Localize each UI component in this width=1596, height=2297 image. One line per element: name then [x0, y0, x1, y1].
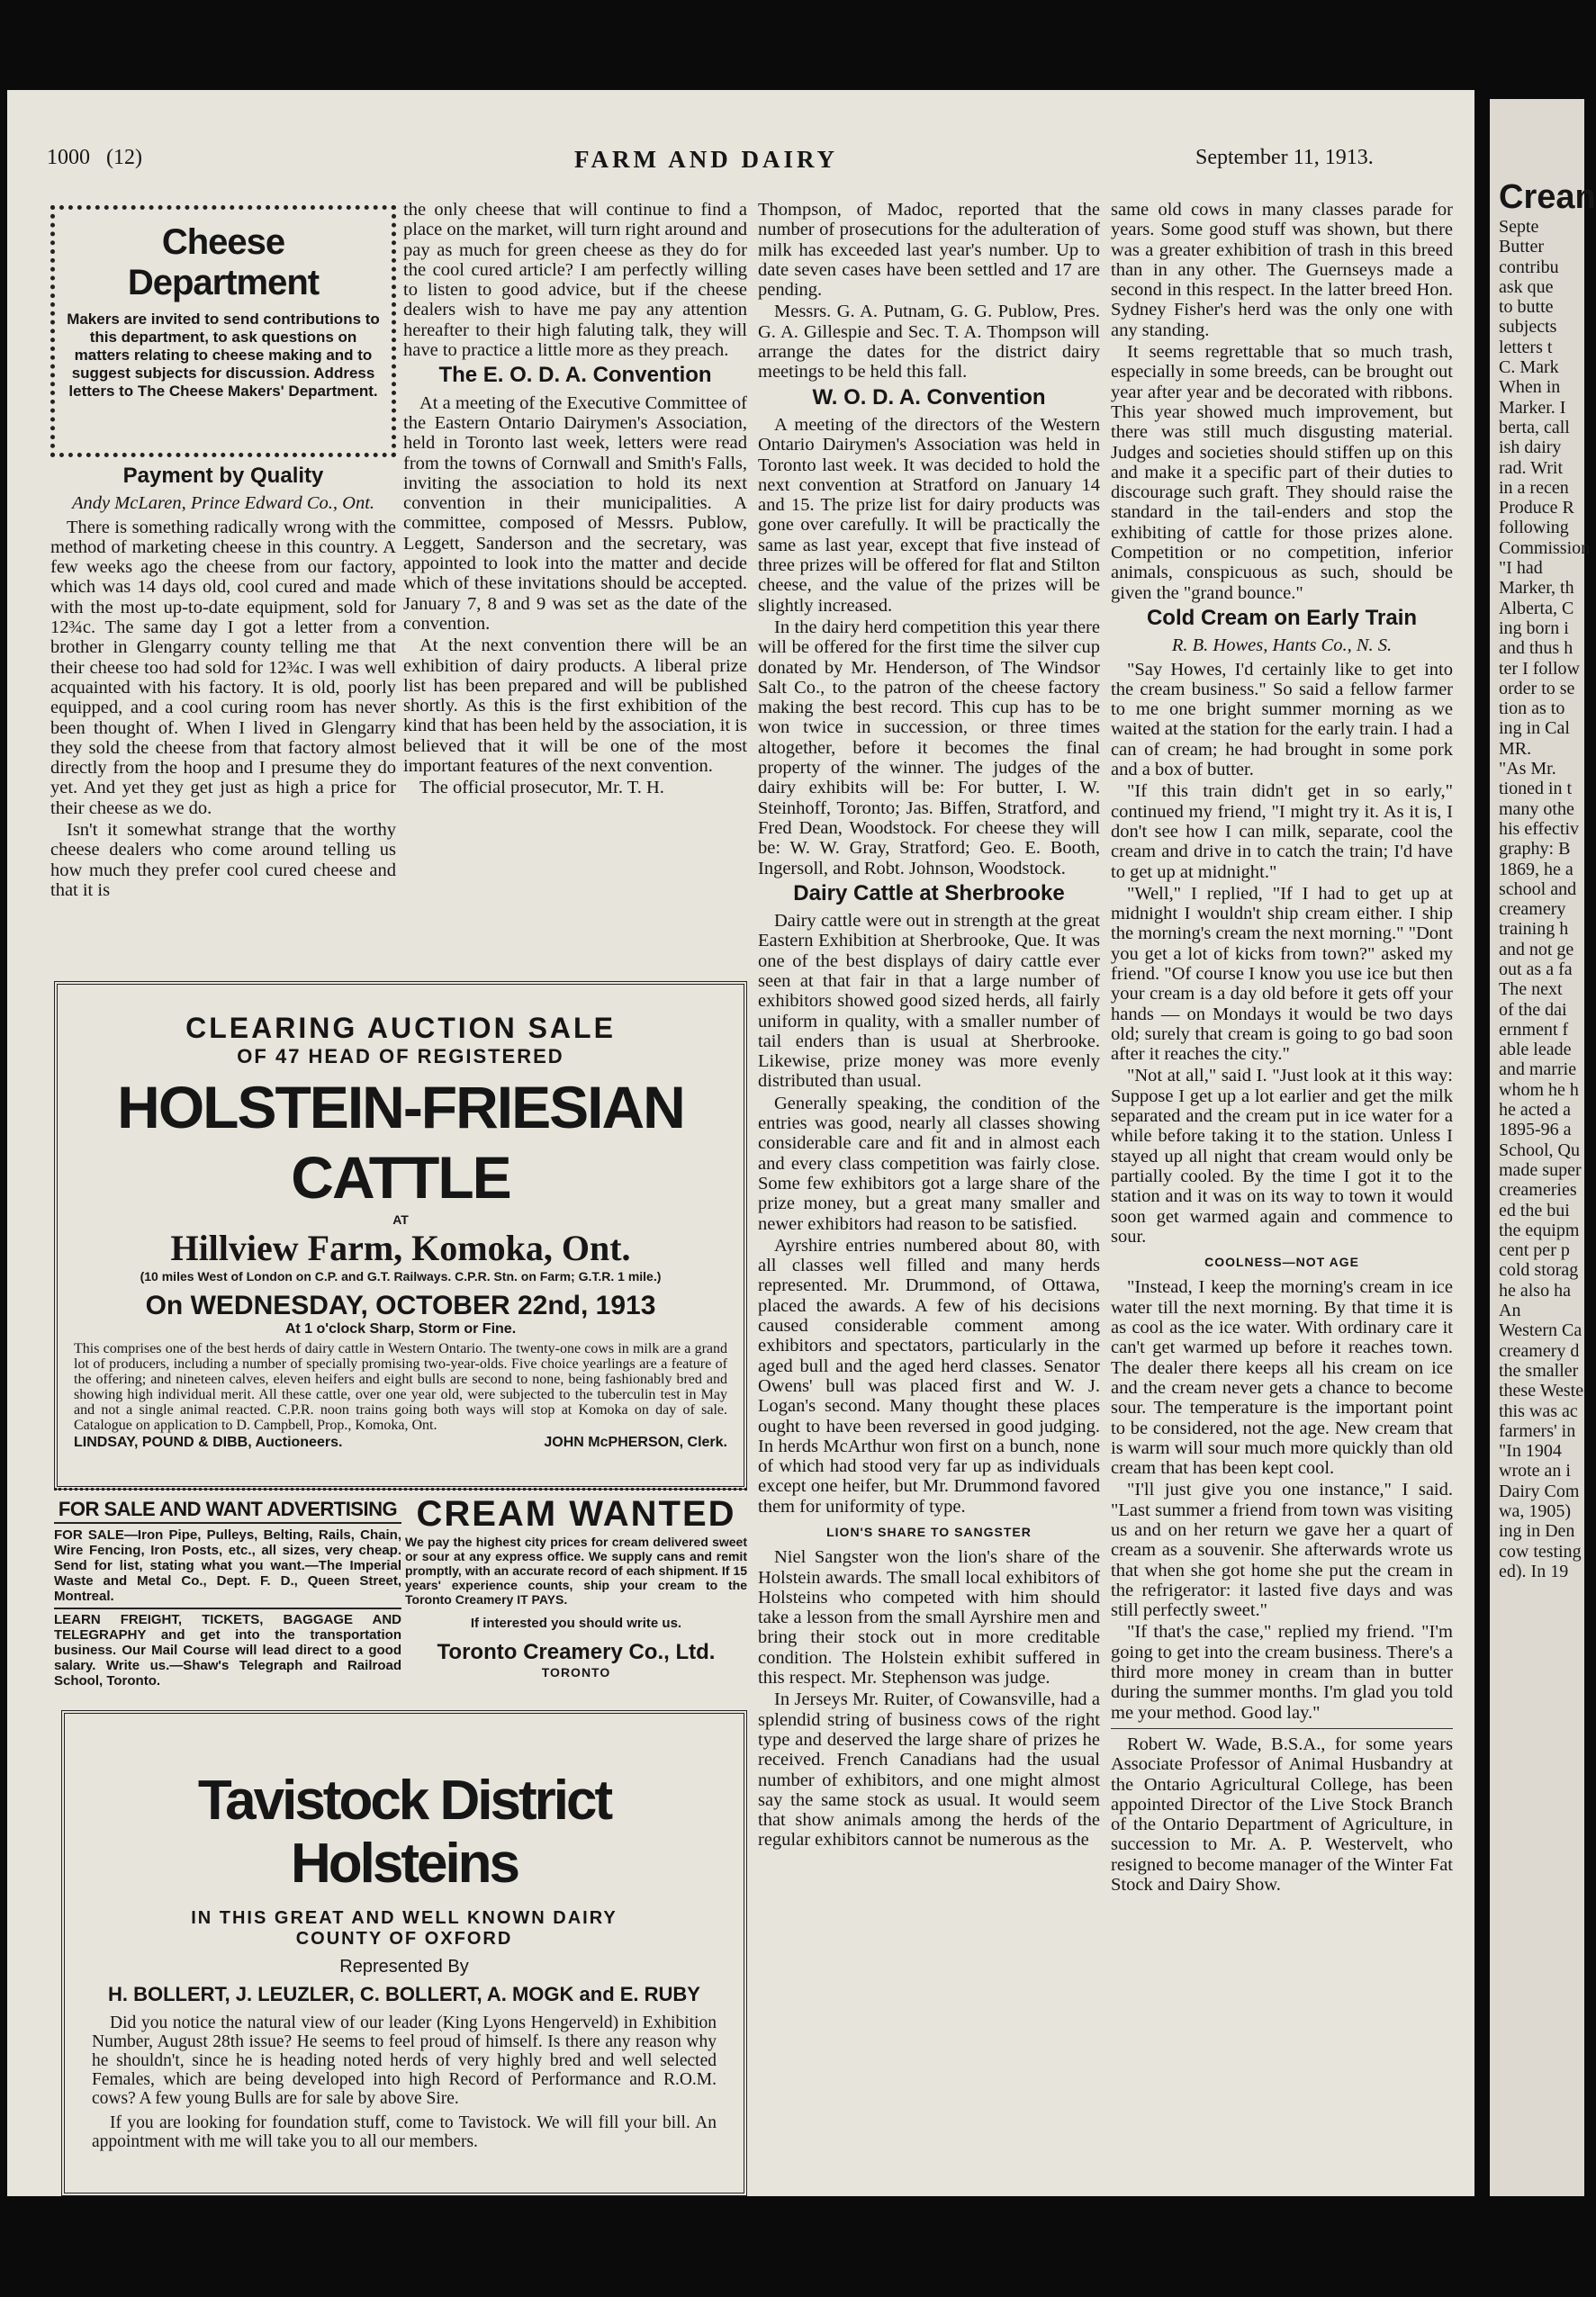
paragraph: There is something radically wrong with the method of marketing cheese in this country. A few weeks ago the cheese from our factory, which was 14 days old, cool cured and made with the most up-to-date equipment, sold for 12¾c. The same day I got a letter from a brother in Glengarry county telling me that their cheese too had sold for 12¾c. I was well acquainted with his factory. It is old, poorly equipped, and a cool curing room has never been thought of. When I lived in Glengarry they sold the cheese from that factory almost directly from the hoop and I presume they do yet. And yet they get just as high a price for their cheese as we do.	[50, 517, 396, 818]
page-number: 1000	[47, 146, 90, 169]
edge-line: MR.	[1499, 738, 1532, 759]
edge-line: wa, 1905)	[1499, 1501, 1571, 1521]
edge-line: Dairy Com	[1499, 1481, 1580, 1501]
article-title-eoda: The E. O. D. A. Convention	[438, 363, 712, 388]
running-header	[7, 146, 1474, 182]
edge-line: Butter	[1499, 237, 1544, 257]
for-sale-item: FOR SALE—Iron Pipe, Pulleys, Belting, Rails, Chain, Wire Fencing, Iron Posts, etc., all sizes, very cheap. Send for list, stating what you want.—The Imperial Waste and Metal Co., Dept. F. D., Queen Street, Montreal.	[54, 1527, 401, 1604]
edge-line: Produce R	[1499, 498, 1574, 518]
newspaper-page	[7, 90, 1474, 2196]
paragraph: Generally speaking, the condition of the entries was good, nearly all classes showing considerable care and fit and in almost each and every class competition was fairly close. Some few exhibitors got a large share of the prize money, but a great many smaller and newer exhibitors had reason to be satisfied.	[758, 1093, 1100, 1234]
edge-line: ish dairy	[1499, 437, 1562, 458]
edge-line: tion as to	[1499, 698, 1565, 719]
paragraph: Dairy cattle were out in strength at the great Eastern Exhibition at Sherbrooke, Que. It was one of the best displays of dairy cattle ever seen at that fair in that a large number of exhibitors showed good sized herds, all fairly uniform in quality, with a smaller number of tail enders than is usual at Sherbrooke. Likewise, prize money was more evenly distributed than usual.	[758, 911, 1100, 1092]
tavistock-names: H. BOLLERT, J. LEUZLER, C. BOLLERT, A. MOGK and E. RUBY	[108, 1983, 700, 2005]
edge-line: ter I follow	[1499, 658, 1580, 679]
auction-line1: CLEARING AUCTION SALE	[185, 1012, 616, 1044]
auction-body: This comprises one of the best herds of dairy cattle in Western Ontario. The twenty-one cows in milk are a grand lot of producers, including a number of specially promising two-year-olds. Five choice yearlings are a feature of the offering; and nineteen calves, eleven heifers and eight bulls are second to none, being fashionably bred and showing high individual merit. All these cattle, over one year old, were subjected to the tuberculin test in May and not a single animal reacted. C.P.R. noon trains going both ways will stop at Komoka on day of sale. Catalogue on application to D. Campbell, Prop., Komoka, Ont.	[74, 1341, 727, 1433]
column-1	[50, 461, 396, 969]
paragraph: "If that's the case," replied my friend. "I'm going to get into the cream business. There's a third more money in cream than in butter during the summer months. I'm glad you told me your method. Good lay."	[1111, 1622, 1453, 1723]
edge-line: berta, call	[1499, 417, 1570, 437]
issue-date: September 11, 1913.	[1195, 146, 1374, 169]
auction-line2: OF 47 HEAD OF REGISTERED	[237, 1045, 564, 1067]
tavistock-sub1: IN THIS GREAT AND WELL KNOWN DAIRY	[191, 1908, 618, 1928]
paragraph: same old cows in many classes parade for years. Some good stuff was shown, but there was a greater exhibition of trash in this breed than in any other. The Guernseys made a second in this respect. In the latter breed Hon. Sydney Fisher's herd was the only one with any standing.	[1111, 200, 1453, 340]
edge-line: this was ac	[1499, 1401, 1578, 1421]
edge-line: An	[1499, 1301, 1521, 1321]
edge-line: cold storag	[1499, 1260, 1579, 1281]
auction-sale-ad	[54, 981, 747, 1490]
edge-line: Western Ca	[1499, 1320, 1582, 1341]
clerk: JOHN McPHERSON, Clerk.	[544, 1435, 727, 1450]
edge-line: Alberta, C	[1499, 598, 1574, 618]
edge-line: of the dai	[1499, 999, 1567, 1020]
cheese-department-title: Cheese Department	[127, 222, 320, 302]
auction-headline: HOLSTEIN-FRIESIAN CATTLE	[117, 1074, 684, 1211]
paragraph: "Say Howes, I'd certainly like to get into the cream business." So said a fellow farmer to me one bright summer morning as we waited at the station for the early train. I had a can of cream; he had brought in some pork and a box of butter.	[1111, 659, 1453, 780]
edge-line: to butte	[1499, 297, 1554, 318]
paragraph: At the next convention there will be an exhibition of dairy products. A liberal prize list has been prepared and will be published shortly. As this is the first exhibition of the kind that has been held by the association, it is believed that it will be one of the most important features of the next convention.	[403, 635, 747, 777]
for-sale-item: LEARN FREIGHT, TICKETS, BAGGAGE AND TELEGRAPHY and get into the transportation business. Our Mail Course will lead direct to a good salary. Write us.—Shaw's Telegraph and Railroad School, Toronto.	[54, 1608, 401, 1689]
column-4	[1111, 200, 1453, 2193]
edge-line: tioned in t	[1499, 779, 1573, 799]
edge-line: rad. Writ	[1499, 457, 1564, 478]
paragraph: It seems regrettable that so much trash, especially in some breeds, can be brought out year after year and be decorated with ribbons. This year showed much improvement, but there was still much disgusting material. Judges and societies should stiffen up on this and make it a specific part of their duties to discourage such graft. They should raise the standard in the tail-enders and stop the exhibiting of cattle for those prizes alone. Competition or no competition, inferior animals, conspicuous as such, should be given the "grand bounce."	[1111, 342, 1453, 603]
edge-line: his effectiv	[1499, 818, 1580, 839]
auction-date: On WEDNESDAY, OCTOBER 22nd, 1913	[145, 1291, 656, 1320]
page-sub-number: (12)	[106, 146, 142, 169]
edge-line: cent per p	[1499, 1240, 1570, 1261]
edge-line: creameries	[1499, 1180, 1577, 1201]
edge-line: following	[1499, 518, 1569, 538]
next-page-heading: Crean	[1499, 178, 1596, 216]
edge-line: ernment f	[1499, 1019, 1569, 1040]
edge-line: creamery d	[1499, 1340, 1580, 1361]
edge-line: letters t	[1499, 337, 1553, 357]
edge-line: whom he h	[1499, 1079, 1579, 1100]
notice-wade: Robert W. Wade, B.S.A., for some years Associate Professor of Animal Husbandry at the Ontario Agricultural College, has been appointed Director of the Live Stock Branch of the Ontario Department of Agriculture, in succession to Mr. A. P. Westervelt, who resigned to become manager of the Winter Fat Stock and Dairy Show.	[1111, 1728, 1453, 1895]
edge-line: Septe	[1499, 217, 1539, 237]
edge-line: training h	[1499, 919, 1569, 940]
paragraph: At a meeting of the Executive Committee of the Eastern Ontario Dairymen's Association, held in Toronto last week, letters were read from the towns of Cornwall and Smith's Falls, inviting the association to hold its next convention in their municipalities. A committee, composed of Messrs. Publow, Leggett, Sanderson and the secretary, was appointed to look into the matter and decide which of these invitations should be accepted. January 7, 8 and 9 was set as the date of the convention.	[403, 392, 747, 634]
column-2	[403, 200, 747, 970]
auction-footer	[74, 1435, 727, 1451]
edge-line: he acted a	[1499, 1100, 1571, 1121]
paragraph: the only cheese that will continue to find a place on the market, will turn right around and pay as much for green cheese as they do for the cool cured article? I am perfectly willing to listen to good advice, but if the cheese dealers wish to have me pay any attention hereafter to their high faluting talk, they will have to practice a little more as they preach.	[403, 200, 747, 361]
edge-line: made super	[1499, 1159, 1582, 1180]
edge-line: School, Qu	[1499, 1139, 1580, 1160]
edge-line: graphy: B	[1499, 839, 1571, 860]
paragraph: If you are looking for foundation stuff, come to Tavistock. We will fill your bill. An appointment with me will take you to all our members.	[92, 2113, 717, 2151]
paragraph: The official prosecutor, Mr. T. H.	[419, 778, 664, 798]
edge-line: When in	[1499, 377, 1561, 398]
paragraph: Did you notice the natural view of our leader (King Lyons Hengerveld) in Exhibition Number, August 28th issue? He seems to feel proud of himself. Is there any reason why he shouldn't, since he is heading noted herds of very highly bred and well selected Females, which are being developed into high Record of Performance and R.O.M. cows? A few young Bulls are for sale by above Sire.	[92, 2013, 717, 2108]
tavistock-sub2: COUNTY OF OXFORD	[295, 1929, 513, 1949]
paragraph: "Well," I replied, "If I had to get up at midnight I wouldn't ship cream either. I ship the morning's cream the next morning." "Dont you get a lot of kicks from town?" asked my friend. "Of course I know you use ice but then your cream is a day old before it gets off your hands — on Mondays it would be two days old; surely that cream is going to go bad soon after it reaches the city."	[1111, 883, 1453, 1065]
edge-line: out as a fa	[1499, 959, 1573, 979]
edge-line: 1895-96 a	[1499, 1120, 1572, 1140]
subhead-coolness: COOLNESS—NOT AGE	[1204, 1255, 1359, 1270]
masthead: FARM AND DAIRY	[574, 146, 839, 173]
paragraph: In Jerseys Mr. Ruiter, of Cowansville, had a splendid string of business cows of the right type and deserved the large share of prizes he received. French Canadians had the usual number of exhibitors, and one might almost say the same stock as usual. It would seem that show animals among the herds of the regular exhibitors cannot be numerous as the	[758, 1689, 1100, 1851]
paragraph: Isn't it somewhat strange that the worthy cheese dealers who come around telling us how much they prefer cool cured cheese and that it is	[50, 820, 396, 900]
paragraph: "Instead, I keep the morning's cream in ice water till the next morning. By that time it is as cool as the ice water. With ordinary care it can't get warmed up before it reaches town. The dealer there keeps all his cream on ice and the cream never gets a chance to become sour. The temperature is the important point to be considered, not the age. New cream that is warm will sour much more quickly than old cream that has been kept cool.	[1111, 1277, 1453, 1479]
paragraph: Messrs. G. A. Putnam, G. G. Publow, Pres. G. A. Gillespie and Sec. T. A. Thompson will arrange the dates for the district dairy meetings to be held this fall.	[758, 302, 1100, 383]
cream-wanted-heading: CREAM WANTED	[416, 1494, 736, 1534]
edge-line: ed). In 19	[1499, 1561, 1569, 1581]
edge-line: subjects	[1499, 317, 1557, 338]
cream-wanted-body: We pay the highest city prices for cream delivered sweet or sour at any express office. We supply cans and remit promptly, with an accurate record of each shipment. If 15 years' experience counts, ship your cream to the Toronto Creamery IT PAYS.	[405, 1535, 747, 1607]
article-title-woda: W. O. D. A. Convention	[812, 384, 1046, 410]
article-title-sherbrooke: Dairy Cattle at Sherbrooke	[793, 880, 1065, 905]
edge-line: creamery	[1499, 899, 1566, 920]
next-page-edge	[1490, 99, 1596, 2196]
article-title-payment: Payment by Quality	[122, 464, 324, 488]
edge-line: ing born i	[1499, 617, 1569, 638]
tavistock-title: Tavistock District Holsteins	[197, 1770, 611, 1895]
edge-line: wrote an i	[1499, 1461, 1571, 1482]
edge-line: contribu	[1499, 257, 1559, 277]
cream-wanted-ad	[405, 1494, 747, 1701]
edge-line: cow testing	[1499, 1541, 1582, 1562]
paragraph: A meeting of the directors of the Western Ontario Dairymen's Association was held in Toronto last week. It was decided to hold the next convention at Stratford on January 14 and 15. The prize list for dairy products was gone over carefully. It will be practically the same as last year, except that five instead of three prizes will be offered for flat and Stilton cheese, and the value of the prizes will be slightly increased.	[758, 414, 1100, 616]
paragraph: "Not at all," said I. "Just look at it this way: Suppose I get up a lot earlier and get the milk separated and the cream put in ice water for a while before taking it to the station. Unless I stayed up all night that cream would only be partially cooled. By the time I got it to the station and it was on its way to town it would soon get warmed again and commence to sour.	[1111, 1066, 1453, 1247]
column-3	[758, 200, 1100, 2193]
tavistock-ad	[61, 1710, 747, 2196]
edge-line: and marrie	[1499, 1059, 1577, 1080]
edge-line: and thus h	[1499, 638, 1573, 659]
cream-city: TORONTO	[541, 1665, 611, 1680]
paragraph: Ayrshire entries numbered about 80, with all classes well filled and many herds represented. Mr. Drummond, of Ottawa, placed the awards. A few of his decisions caused considerable comment among exhibitors and spectators, particularly in the aged bull and the aged herd classes. Senator Owens' bull was placed first and W. J. Logan's second. Many thought these places ought to have been reversed in good judging. In herds McArthur won first on a bunch, none of which had stood very far up as individuals except one heifer, but Mr. Drummond favored them for uniformity of type.	[758, 1235, 1100, 1517]
cream-company: Toronto Creamery Co., Ltd.	[437, 1640, 716, 1664]
edge-line: ed the bui	[1499, 1200, 1570, 1221]
byline-mclaren: Andy McLaren, Prince Edward Co., Ont.	[71, 493, 375, 514]
paragraph: "I'll just give you one instance," I said. "Last summer a friend from town was visiting us and on her return we gave her a quart of cream as a souvenir. She afterwards wrote us that when she got home she put the cream in the refrigerator: it lasted five days and was still perfectly sweet."	[1111, 1480, 1453, 1621]
cheese-department-note: Makers are invited to send contributions to this department, to ask questions on matters relating to cheese making and to suggest subjects for discussion. Address letters to The Cheese Makers' Department.	[67, 311, 380, 400]
edge-line: ask que	[1499, 276, 1554, 297]
next-page-text	[1490, 217, 1591, 1581]
for-sale-heading: FOR SALE AND WANT ADVERTISING	[54, 1494, 401, 1524]
edge-line: "I had	[1499, 558, 1543, 579]
auction-time: At 1 o'clock Sharp, Storm or Fine.	[284, 1321, 517, 1337]
edge-line: many othe	[1499, 798, 1574, 819]
edge-line: Commission	[1499, 537, 1591, 558]
cream-wanted-line: If interested you should write us.	[470, 1616, 682, 1631]
tavistock-body	[92, 2013, 717, 2151]
edge-line: ing in Cal	[1499, 718, 1570, 739]
edge-line: the smaller	[1499, 1360, 1579, 1381]
edge-line: 1869, he a	[1499, 859, 1573, 879]
subhead-lions-share: LION'S SHARE TO SANGSTER	[826, 1525, 1032, 1539]
edge-line: "In 1904	[1499, 1441, 1562, 1462]
edge-line: ing in Den	[1499, 1521, 1575, 1542]
edge-line: The next	[1499, 979, 1563, 1000]
edge-line: Marker. I	[1499, 397, 1566, 418]
edge-line: these Weste	[1499, 1381, 1584, 1401]
edge-line: school and	[1499, 878, 1577, 899]
edge-line: he also ha	[1499, 1280, 1571, 1301]
paragraph: In the dairy herd competition this year there will be offered for the first time the silver cup donated by Mr. Henderson, of The Windsor Salt Co., to the patron of the cheese factory making the best record. This cup has to be won twice in succession, or three times altogether, before it becomes the final property of the winner. The judges of the dairy exhibits will be: For butter, I. W. Steinhoff, Toronto; Jas. Biffen, Stratford, and Fred Dean, Woodstock. For cheese they will be: W. W. Gray, Stratford; Geo. E. Booth, Ingersoll, and Robt. Johnson, Woodstock.	[758, 617, 1100, 878]
edge-line: C. Mark	[1499, 357, 1559, 378]
edge-line: in a recen	[1499, 477, 1569, 498]
edge-line: Marker, th	[1499, 578, 1574, 599]
cheese-department-box	[50, 205, 396, 457]
auction-directions: (10 miles West of London on C.P. and G.T. Railways. C.P.R. Stn. on Farm; G.T.R. 1 mile.)	[140, 1269, 662, 1284]
paragraph: Niel Sangster won the lion's share of the Holstein awards. The small local exhibitors of Holsteins who competed with him should take a lesson from the small Ayrshire men and bring their stock out in more creditable condition. The Holstein exhibit suffered in this respect. Mr. Stephenson was judge.	[758, 1547, 1100, 1689]
paragraph: "If this train didn't get in so early," continued my friend, "I might try it. As it is, I don't see how I can milk, separate, cool the cream and drive in to catch the train; I'd have to get up at midnight."	[1111, 781, 1453, 882]
article-title-cold-cream: Cold Cream on Early Train	[1146, 605, 1418, 630]
for-sale-ad	[54, 1494, 401, 1701]
edge-line: the equipm	[1499, 1220, 1580, 1240]
tavistock-represented: Represented By	[339, 1957, 469, 1977]
edge-line: and not ge	[1499, 939, 1574, 959]
edge-line: able leade	[1499, 1040, 1572, 1060]
paragraph: Thompson, of Madoc, reported that the number of prosecutions for the adulteration of milk has exceeded last year's number. Up to date seven cases have been settled and 17 are pending.	[758, 200, 1100, 301]
auctioneers: LINDSAY, POUND & DIBB, Auctioneers.	[74, 1435, 343, 1450]
auction-at: AT	[392, 1212, 409, 1227]
edge-line: order to se	[1499, 678, 1575, 698]
edge-line: farmers' in	[1499, 1420, 1576, 1441]
byline-howes: R. B. Howes, Hants Co., N. S.	[1171, 635, 1393, 656]
edge-line: "As Mr.	[1499, 759, 1556, 779]
auction-location: Hillview Farm, Komoka, Ont.	[170, 1228, 631, 1268]
